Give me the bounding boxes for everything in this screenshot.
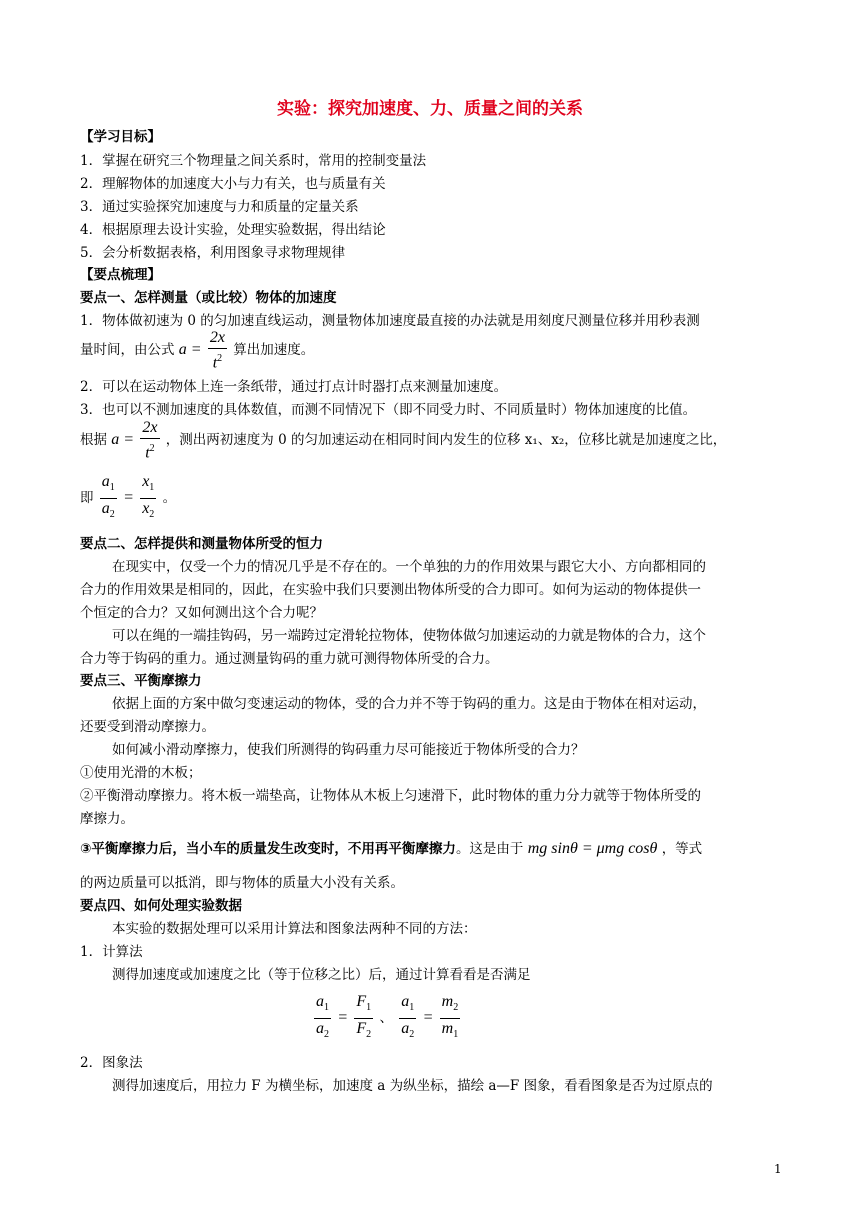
paragraph-line: 可以在绳的一端挂钩码，另一端跨过定滑轮拉物体，使物体做匀加速运动的力就是物体的合力，这个 <box>112 628 706 644</box>
fraction-x1-over-x2: $\frac{x_1}{x_2}$ <box>142 473 155 521</box>
goal-item: 5．会分析数据表格，利用图象寻求物理规律 <box>80 245 346 261</box>
text-segment: 。 <box>162 490 177 507</box>
paragraph-line: 的两边质量可以抵消，即与物体的质量大小没有关系。 <box>80 875 404 891</box>
fraction-m2-over-m1: $\frac{m_2}{m_1}$ <box>441 993 459 1041</box>
paragraph-line: 测得加速度或加速度之比（等于位移之比）后，通过计算看看是否满足 <box>112 967 531 983</box>
formula-ratios: $\frac{a_1}{a_2}$ = $\frac{F_1}{F_2}$ 、 $\frac{a_1}{a_2}$ = $\frac{m_2}{m_1}$ <box>312 992 462 1045</box>
page-title: 实验：探究加速度、力、质量之间的关系 <box>277 99 583 119</box>
text-segment: ，等式 <box>661 841 703 857</box>
point3-heading: 要点三、平衡摩擦力 <box>80 673 202 689</box>
section-points-heading: 【要点梳理】 <box>80 267 161 283</box>
formula-line <box>80 328 314 373</box>
goal-item: 4．根据原理去设计实验，处理实验数据，得出结论 <box>80 222 386 238</box>
text-segment: 算出加速度。 <box>233 342 315 359</box>
separator: 、 <box>379 1010 393 1027</box>
subheading: 1．计算法 <box>80 944 143 960</box>
point4-heading: 要点四、如何处理实验数据 <box>80 898 242 914</box>
fraction-2x-over-t2: $\frac{2x}{t^2}$ <box>209 329 225 372</box>
emphasis-text: ③平衡摩擦力后，当小车的质量发生改变时，不用再平衡摩擦力 <box>80 841 456 857</box>
paragraph-line: 在现实中，仅受一个力的情况几乎是不存在的。一个单独的力的作用效果与跟它大小、方向都相同的 <box>112 559 706 575</box>
paragraph-line: 本实验的数据处理可以采用计算法和图象法两种不同的方法： <box>112 921 477 937</box>
fraction-a1-over-a2: $\frac{a_1}{a_2}$ <box>316 993 329 1041</box>
text-segment: 量时间，由公式 <box>80 342 175 359</box>
equation-friction: mg sinθ = μmg cosθ <box>527 840 658 857</box>
paragraph-line: 合力等于钩码的重力。通过测量钩码的重力就可测得物体所受的合力。 <box>80 651 499 667</box>
paragraph-line: 摩擦力。 <box>80 811 134 827</box>
formula-a-equals: a = <box>178 341 202 359</box>
text-segment: 。这是由于 <box>455 841 524 857</box>
paragraph-line: 2．可以在运动物体上连一条纸带，通过打点计时器打点来测量加速度。 <box>80 379 508 395</box>
paragraph-line: 测得加速度后，用拉力 F 为横坐标，加速度 a 为纵坐标，描绘 a—F 图象，看看图象是否为过原点的 <box>112 1078 713 1094</box>
formula-line <box>80 418 726 463</box>
formula-line <box>80 840 702 858</box>
list-item: ②平衡滑动摩擦力。将木板一端垫高，让物体从木板上匀速滑下，此时物体的重力分力就等于物体所受的 <box>80 788 701 804</box>
goal-item: 3．通过实验探究加速度与力和质量的定量关系 <box>80 199 359 215</box>
point2-heading: 要点二、怎样提供和测量物体所受的恒力 <box>80 536 323 552</box>
point1-heading: 要点一、怎样测量（或比较）物体的加速度 <box>80 290 337 306</box>
list-item: ①使用光滑的木板； <box>80 765 202 781</box>
subheading: 2．图象法 <box>80 1055 143 1071</box>
fraction-a1-over-a2: $\frac{a_1}{a_2}$ <box>401 993 415 1041</box>
page-number: 1 <box>774 1162 782 1176</box>
paragraph-line: 还要受到滑动摩擦力。 <box>80 719 215 735</box>
text-segment: 根据 <box>80 432 107 449</box>
paragraph-line: 如何减小滑动摩擦力，使我们所测得的钩码重力尽可能接近于物体所受的合力？ <box>112 742 585 758</box>
text-segment: ，测出两初速度为 0 的匀加速运动在相同时间内发生的位移 x₁、x₂，位移比就是加速度之比， <box>165 432 727 449</box>
paragraph-line: 个恒定的合力？又如何测出这个合力呢？ <box>80 605 323 621</box>
formula-a-equals: a = <box>111 431 135 449</box>
fraction-a1-over-a2: $\frac{a_1}{a_2}$ <box>101 473 115 521</box>
fraction-2x-over-t2: $\frac{2x}{t^2}$ <box>142 419 158 462</box>
fraction-F1-over-F2: $\frac{F_1}{F_2}$ <box>356 993 372 1041</box>
paragraph-line: 1．物体做初速为 0 的匀加速直线运动，测量物体加速度最直接的办法就是用刻度尺测量位移并用秒表测 <box>80 313 700 329</box>
paragraph-line: 合力的作用效果是相同的，因此，在实验中我们只要测出物体所受的合力即可。如何为运动的物体提供一 <box>80 582 701 598</box>
section-goals-heading: 【学习目标】 <box>80 129 161 145</box>
paragraph-line: 依据上面的方案中做匀变速运动的物体，受的合力并不等于钩码的重力。这是由于物体在相对运动， <box>112 696 706 712</box>
goal-item: 2．理解物体的加速度大小与力有关，也与质量有关 <box>80 176 386 192</box>
formula-line: 即 $\frac{a_1}{a_2}$ = $\frac{x_1}{x_2}$ 。 <box>80 472 176 525</box>
paragraph-line: 3．也可以不测加速度的具体数值，而测不同情况下（即不同受力时、不同质量时）物体加速度的比值。 <box>80 402 697 418</box>
text-segment: 即 <box>80 490 94 507</box>
goal-item: 1．掌握在研究三个物理量之间关系时，常用的控制变量法 <box>80 153 427 169</box>
